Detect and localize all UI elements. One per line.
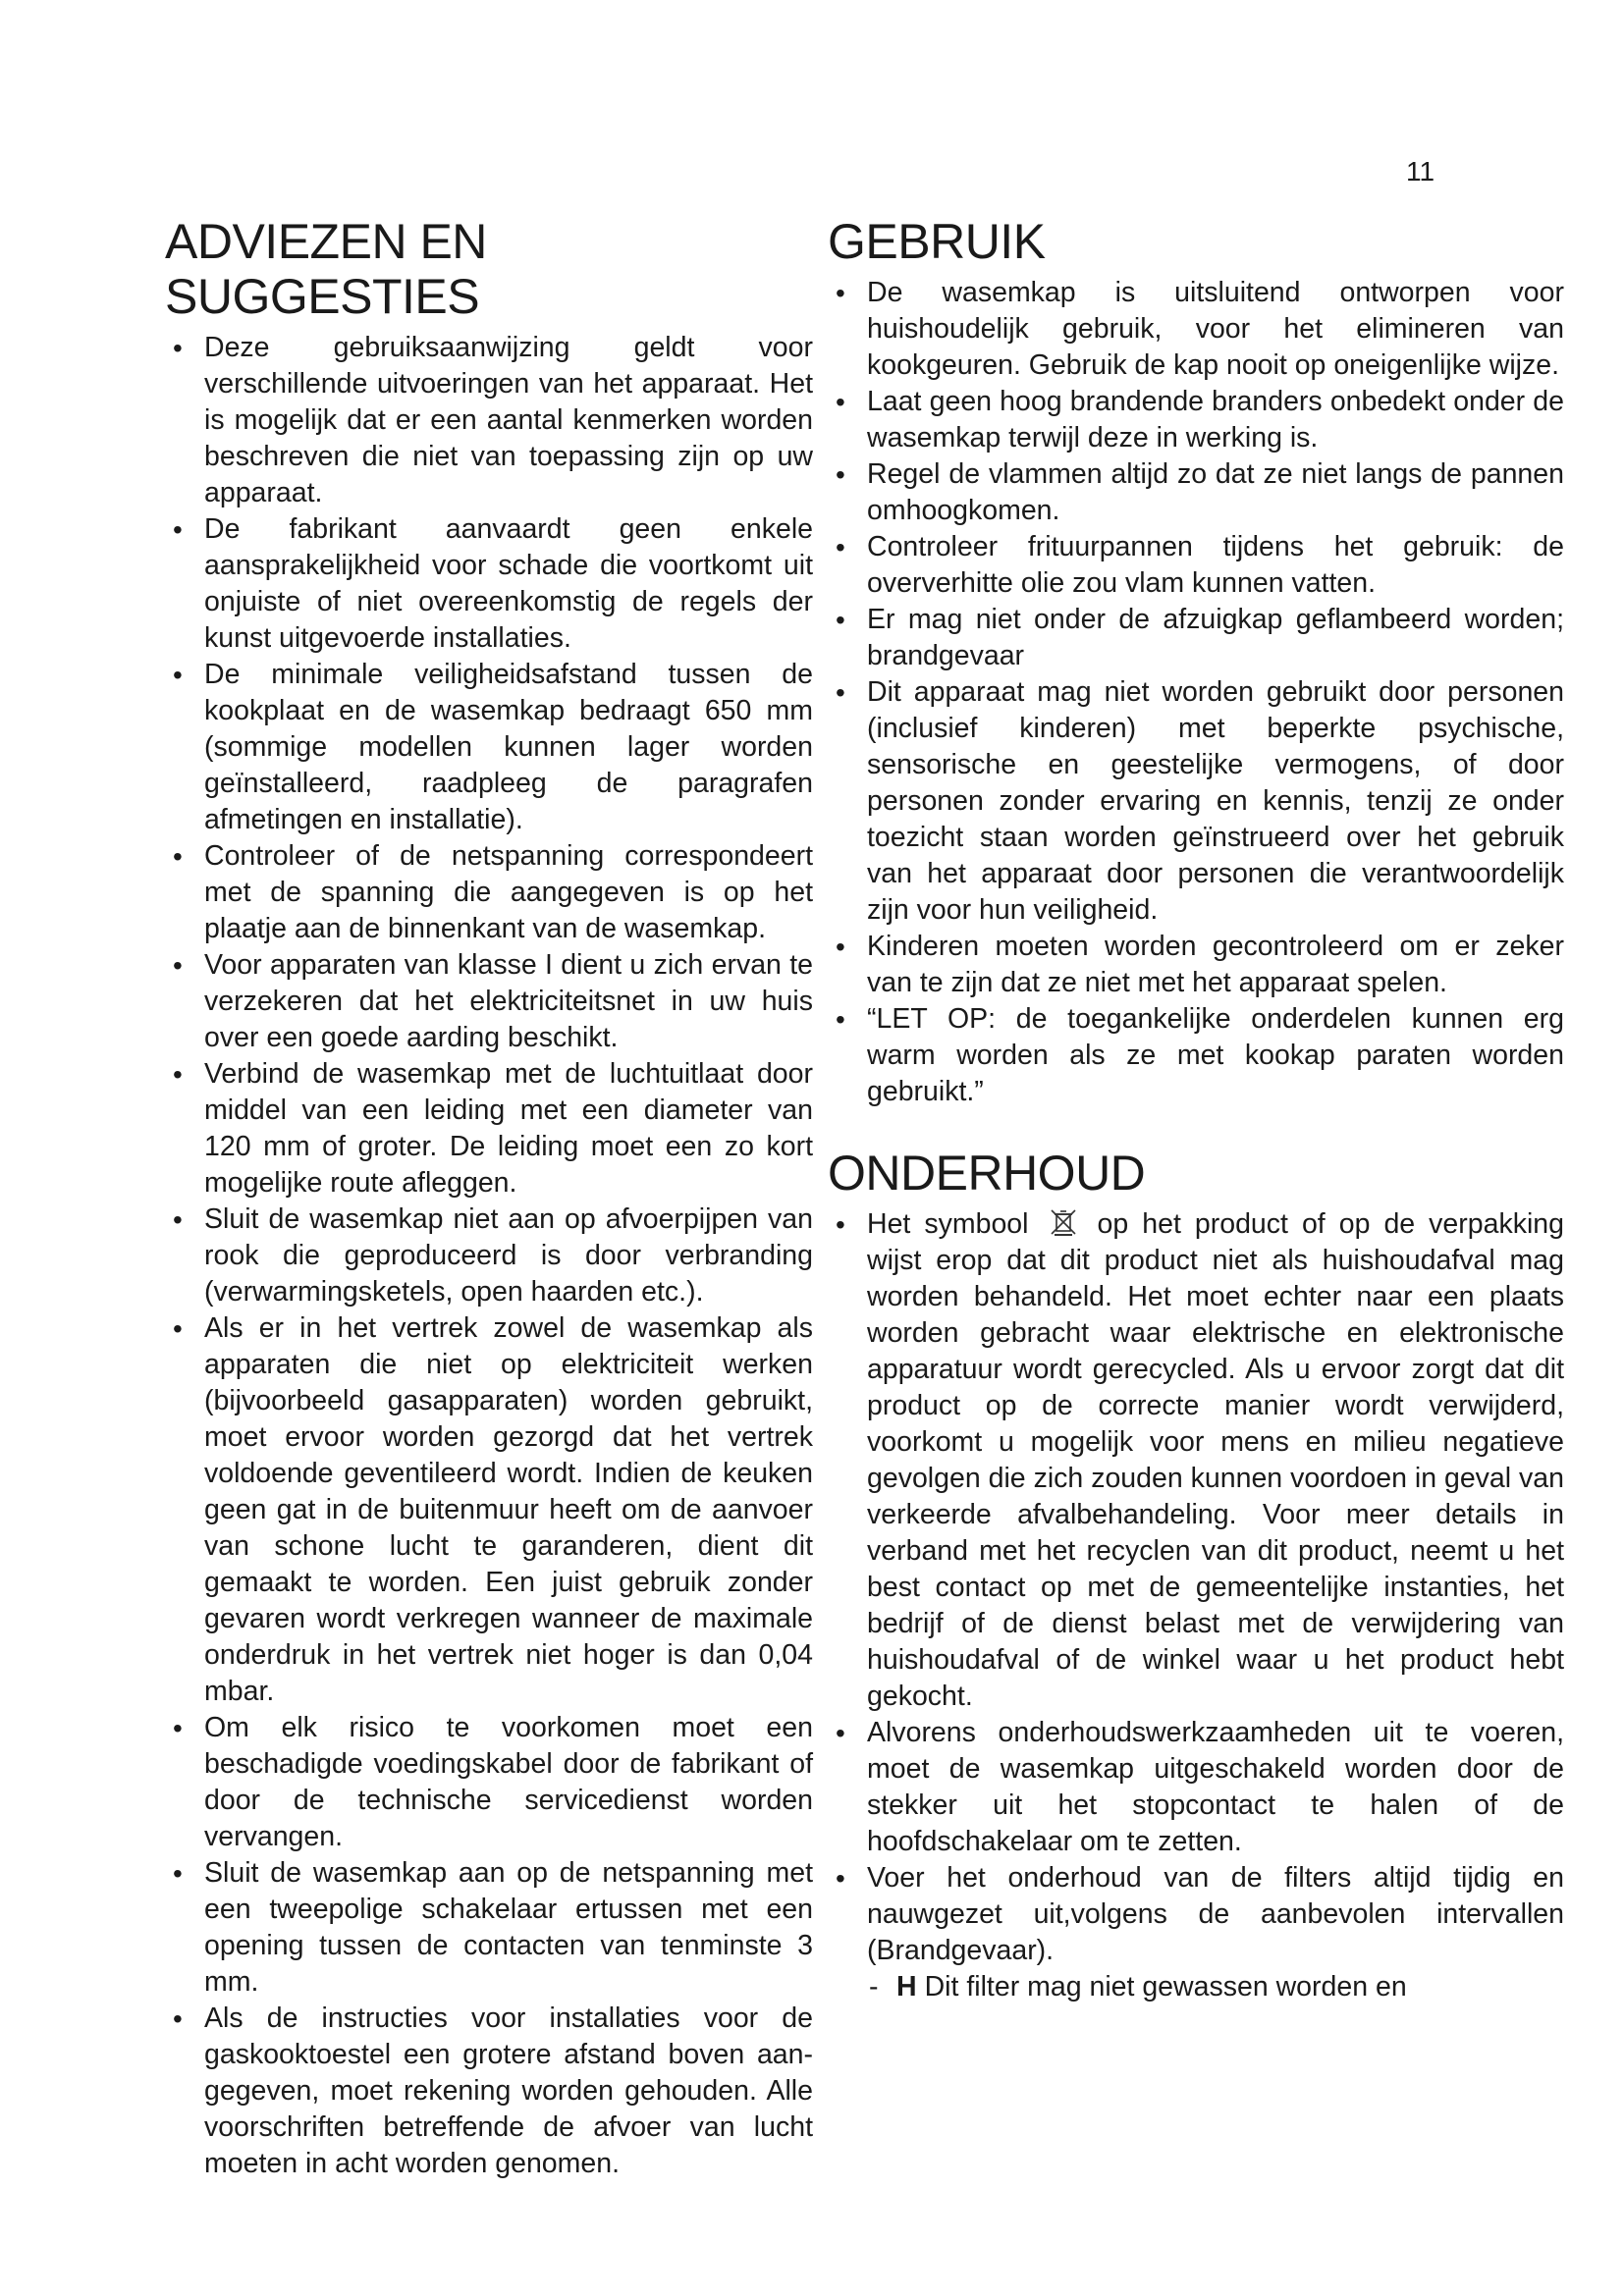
- crossed-bin-icon: [1049, 1207, 1078, 1237]
- list-item: • Als er in het vertrek zowel de wasemkap als apparaten die niet op elektriciteit werken (bijvoorbeeld gasapparaten) worden gebruikt, moet ervoor worden gezorgd dat het vertrek voldoende geventileerd wordt. Indien de keuken geen gat in de buitenmuur heeft om de aanvoer van schone lucht te garanderen, dient dit gemaakt te worden. Een juist gebruik zonder gevaren wordt verkregen wanneer de maximale onderdruk in het vertrek niet hoger is dan 0,04 mbar.: [165, 1310, 813, 1710]
- list-item: • Er mag niet onder de afzuigkap geflambeerd worden; brandgevaar: [828, 602, 1564, 674]
- maintenance-list: [828, 1206, 1564, 1969]
- list-item: • De minimale veiligheidsafstand tussen de kookplaat en de wasemkap bedraagt 650 mm (sommige modellen kunnen lager worden geïnstalleerd, raadpleeg de paragrafen afmetingen en installatie).: [165, 657, 813, 838]
- filter-sub-text: Dit filter mag niet gewassen worden en: [924, 1971, 1407, 2002]
- list-item: • De fabrikant aanvaardt geen enkele aansprakelijkheid voor schade die voortkomt uit onjuiste of niet overeenkomstig de regels der kunst uitgevoerde installaties.: [165, 511, 813, 657]
- section-title-maintenance: ONDERHOUD: [828, 1146, 1146, 1201]
- right-column: [828, 214, 1564, 2005]
- list-item: • Laat geen hoog brandende branders onbedekt onder de wasemkap terwijl deze in werking is.: [828, 384, 1564, 456]
- section-title-usage: GEBRUIK: [828, 214, 1046, 269]
- usage-list: [828, 275, 1564, 1110]
- list-item: • Om elk risico te voorkomen moet een beschadigde voedingskabel door de fabrikant of door de technische servicedienst worden vervangen.: [165, 1710, 813, 1855]
- list-item: • Controleer frituurpannen tijdens het gebruik: de oververhitte olie zou vlam kunnen vatten.: [828, 529, 1564, 602]
- list-item: • Verbind de wasemkap met de luchtuitlaat door middel van een leiding met een diameter van 120 mm of groter. De leiding moet een zo kort mogelijke route afleggen.: [165, 1056, 813, 1201]
- list-item: • Als de instructies voor installaties voor de gaskooktoestel een grotere afstand boven aan-gegeven, moet rekening worden gehouden. Alle voorschriften betreffende de afvoer van lucht moeten in acht worden genomen.: [165, 2001, 813, 2182]
- list-item: • Dit apparaat mag niet worden gebruikt door personen (inclusief kinderen) met beperkte psychische, sensorische en geestelijke vermogens, of door personen zonder ervaring en kennis, tenzij ze onder toezicht staan worden geïnstrueerd over het gebruik van het apparaat door personen die verantwoordelijk zijn voor hun veiligheid.: [828, 674, 1564, 929]
- advice-list: [165, 330, 813, 2182]
- filter-sub-item: [828, 1969, 1564, 2005]
- list-item-weee: [828, 1206, 1564, 1715]
- weee-text-before: Het symbool: [867, 1208, 1029, 1240]
- list-item: • Kinderen moeten worden gecontroleerd om er zeker van te zijn dat ze niet met het apparaat spelen.: [828, 929, 1564, 1001]
- list-item: • Controleer of de netspanning correspondeert met de spanning die aangegeven is op het plaatje aan de binnenkant van de wasemkap.: [165, 838, 813, 947]
- list-item: • Alvorens onderhoudswerkzaamheden uit te voeren, moet de wasemkap uitgeschakeld worden door de stekker uit het stopcontact te halen of de hoofdschakelaar om te zetten.: [828, 1715, 1564, 1860]
- dash-marker: -: [869, 1971, 879, 2002]
- left-column: [165, 214, 813, 2182]
- filter-marker: H: [896, 1971, 917, 2002]
- list-item: • “LET OP: de toegankelijke onderdelen kunnen erg warm worden als ze met kookap paraten worden gebruikt.”: [828, 1001, 1564, 1110]
- list-item: • Voor apparaten van klasse I dient u zich ervan te verzekeren dat het elektriciteitsnet in uw huis over een goede aarding beschikt.: [165, 947, 813, 1056]
- list-item: • Deze gebruiksaanwijzing geldt voor verschillende uitvoeringen van het apparaat. Het is mogelijk dat er een aantal kenmerken worden beschreven die niet van toepassing zijn op uw apparaat.: [165, 330, 813, 511]
- list-item: • Sluit de wasemkap niet aan op afvoerpijpen van rook die geproduceerd is door verbranding (verwarmingsketels, open haarden etc.).: [165, 1201, 813, 1310]
- section-title-advice: ADVIEZEN EN SUGGESTIES: [165, 214, 487, 324]
- list-item: • Regel de vlammen altijd zo dat ze niet langs de pannen omhoogkomen.: [828, 456, 1564, 529]
- list-item: • Voer het onderhoud van de filters altijd tijdig en nauwgezet uit,volgens de aanbevolen intervallen (Brandgevaar).: [828, 1860, 1564, 1969]
- page-number: 11: [1406, 156, 1435, 187]
- weee-text-after: op het product of op de verpakking wijst erop dat dit product niet als huishoudafval mag worden behandeld. Het moet echter naar een plaats worden gebracht waar elektrische en elektronische apparatuur wordt gerecycled. Als u ervoor zorgt dat dit product op de correcte manier wordt verwijderd, voorkomt u mogelijk voor mens en milieu negatieve gevolgen die zich zouden kunnen voordoen in geval van verkeerde afvalbehandeling. Voor meer details in verband met het recyclen van dit product, neemt u het best contact op met de gemeentelijke instanties, het bedrijf of de dienst belast met de verwijdering van huishoudafval of de winkel waar u het product hebt gekocht.: [867, 1208, 1564, 1712]
- list-item: • De wasemkap is uitsluitend ontworpen voor huishoudelijk gebruik, voor het elimineren van kookgeuren. Gebruik de kap nooit op oneigenlijke wijze.: [828, 275, 1564, 384]
- section-spacer: [828, 1110, 1564, 1146]
- list-item: • Sluit de wasemkap aan op de netspanning met een tweepolige schakelaar ertussen met een opening tussen de contacten van tenminste 3 mm.: [165, 1855, 813, 2001]
